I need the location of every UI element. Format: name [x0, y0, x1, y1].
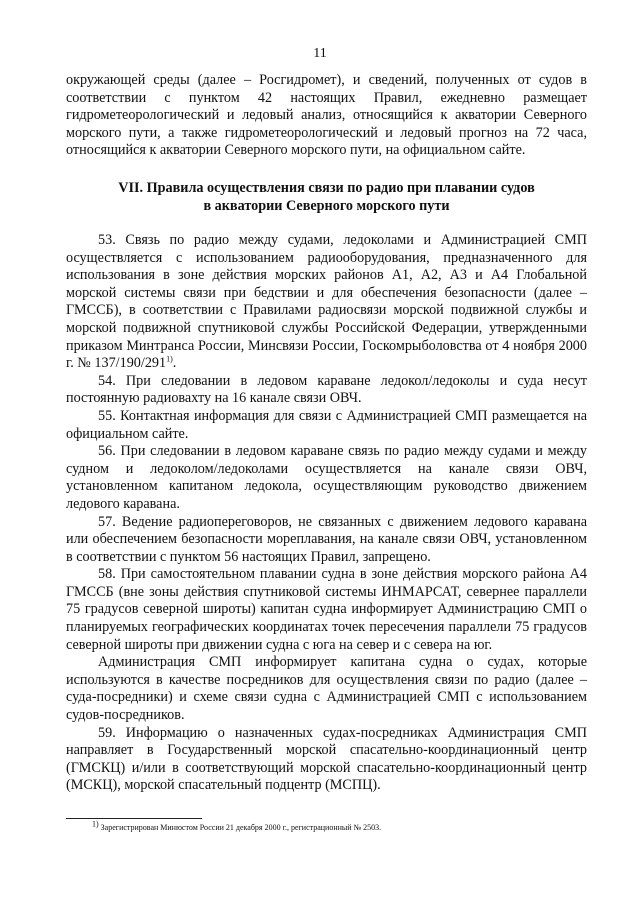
footnote-text: Зарегистрирован Минюстом России 21 декабря 2000 г., регистрационный № 2503.: [100, 823, 382, 832]
intro-paragraph: окружающей среды (далее – Росгидромет), и сведений, полученных от судов в соответствии с пунктом 42 настоящих Правил, ежедневно размещает гидрометеорологический и ледовый анализ, относящийся к акватории Северного морского пути, а также гидрометеорологический и ледовый прогноз на 72 часа, относящийся к акватории Северного морского пути, на официальном сайте.: [66, 72, 587, 159]
section-heading: [66, 180, 587, 215]
paragraph-56: 56. При следовании в ледовом караване связь по радио между судами и между судном и ледоколом/ледоколами осуществляется на канале связи ОВЧ, установленном капитаном ледокола, осуществляющим руководство движением ледового каравана.: [66, 443, 587, 512]
footnote: [92, 819, 382, 833]
paragraph-53-text: 53. Связь по радио между судами, ледоколами и Администрацией СМП осуществляется с использованием радиооборудования, предназначенного для использования в зоне действия морских районов А1, А2, А3 и А4 Глобальной морской системы связи при бедствии и для обеспечения безопасности (далее – ГМССБ), в соответствии с Правилами радиосвязи морской подвижной службы и морской подвижной спутниковой службы Российской Федерации, утвержденными приказом Минтранса России, Минсвязи России, Госкомрыболовства от 4 ноября 2000 г. № 137/190/291: [66, 232, 587, 372]
paragraph-58: 58. При самостоятельном плавании судна в зоне действия морского района А4 ГМССБ (вне зоны действия спутниковой системы ИНМАРСАТ, севернее параллели 75 градусов северной широты) капитан судна информирует Администрацию СМП о планируемых географических координатах точек пересечения параллели 75 градусов северной широты при движении судна с юга на север и с севера на юг.: [66, 566, 587, 653]
section-heading-line2: в акватории Северного морского пути: [203, 197, 450, 214]
paragraph-58b: Администрация СМП информирует капитана судна о судах, которые используются в качестве посредников для осуществления связи по радио (далее – суда-посредники) и схеме связи судна с Администрацией СМП с использованием судов-посредников.: [66, 654, 587, 724]
intro-block: [66, 72, 587, 160]
footnote-divider: [66, 818, 202, 819]
paragraph-53: [66, 232, 587, 373]
paragraph-55: 55. Контактная информация для связи с Администрацией СМП размещается на официальном сайте.: [66, 407, 587, 442]
paragraph-54: 54. При следовании в ледовом караване ледокол/ледоколы и суда несут постоянную радиовахту на 16 канале связи ОВЧ.: [66, 372, 587, 407]
paragraph-53-end: .: [172, 355, 177, 372]
paragraph-59: 59. Информацию о назначенных судах-посредниках Администрация СМП направляет в Государственный морской спасательно-координационный центр (ГМСКЦ) и/или в соответствующий морской спасательно-координационный центр (МСКЦ), морской спасательный подцентр (МСПЦ).: [66, 724, 587, 794]
footnote-mark: 1): [92, 819, 99, 829]
section-heading-line1: VII. Правила осуществления связи по радио при плавании судов: [118, 180, 535, 196]
body-text: [66, 232, 587, 795]
page-number: 11: [313, 46, 327, 61]
footnote-reference: 1): [166, 354, 173, 364]
paragraph-57: 57. Ведение радиопереговоров, не связанных с движением ледового каравана или обеспечением безопасности мореплавания, на канале связи ОВЧ, установленном в соответствии с пунктом 56 настоящих Правил, запрещено.: [66, 513, 587, 565]
